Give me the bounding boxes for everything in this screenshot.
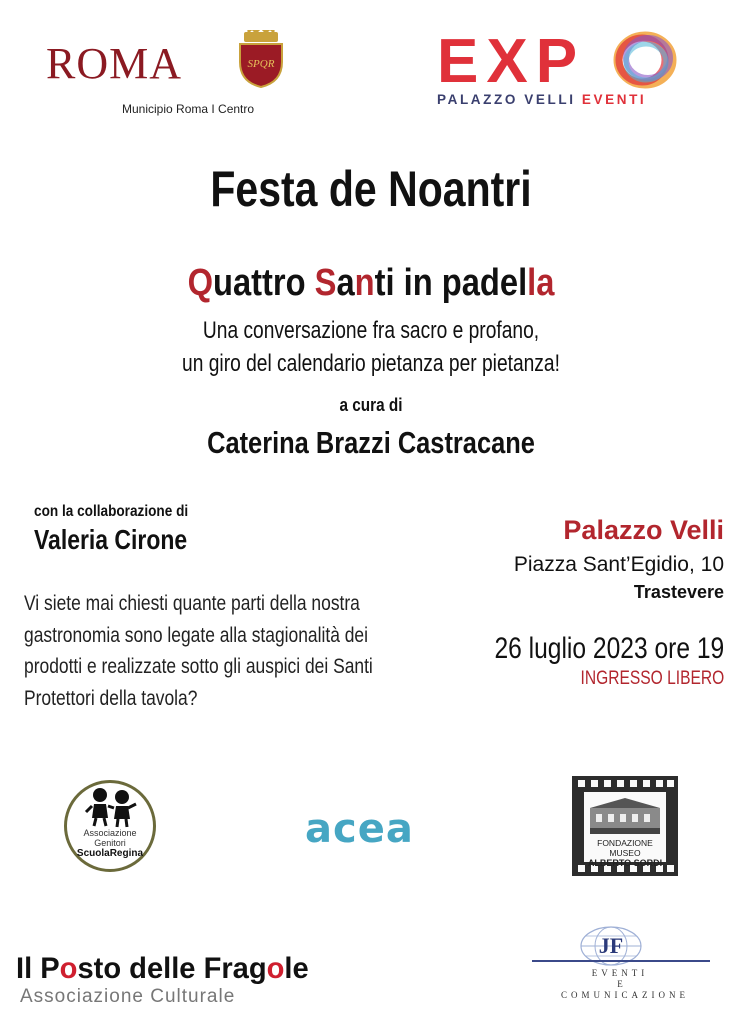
subtitle-part: Q <box>187 262 214 304</box>
venue-name: Palazzo Velli <box>563 515 724 545</box>
venue-address: Piazza Sant’Egidio, 10 <box>513 553 724 576</box>
subtitle-part: S <box>314 262 337 304</box>
sordi-line-2: ALBERTO SORDI <box>587 858 663 868</box>
free-entry-label: INGRESSO LIBERO <box>580 668 724 689</box>
event-subtitle <box>52 262 690 305</box>
subtitle-part: n <box>354 262 375 304</box>
jf-line-3: COMUNICAZIONE <box>561 990 689 1000</box>
fragole-logo-text <box>16 952 309 986</box>
description-line-2: un giro del calendario pietanza per pietanza! <box>182 350 560 377</box>
roma-shield-icon <box>232 30 290 88</box>
fragole-part: Il P <box>16 952 60 985</box>
museum-building-icon <box>588 796 662 836</box>
fragole-part: o <box>266 952 285 985</box>
scuola-small-text: Associazione Genitori <box>83 828 137 848</box>
svg-text:JF: JF <box>598 933 624 958</box>
event-datetime: 26 luglio 2023 ore 19 <box>494 632 724 665</box>
subtitle-part: la <box>527 262 555 304</box>
venue-district: Trastevere <box>633 582 724 602</box>
collaboration-label: con la collaborazione di <box>34 503 189 520</box>
expo-subtitle <box>437 92 646 107</box>
fragole-part: sto <box>77 952 122 985</box>
scuola-regina-label <box>70 828 150 859</box>
roma-logo-text: ROMA <box>46 39 183 88</box>
children-figures-icon <box>84 786 138 828</box>
sordi-line-1: FONDAZIONE MUSEO <box>597 838 653 858</box>
description-line-1: Una conversazione fra sacro e profano, <box>202 317 540 344</box>
expo-logo-text: EXP <box>437 27 586 96</box>
fragole-part: le <box>284 952 309 985</box>
fragole-subtitle: Associazione Culturale <box>20 986 236 1007</box>
event-title: Festa de Noantri <box>210 161 532 217</box>
intro-question: Vi siete mai chiesti quante parti della nostra gastronomia sono legate alla stagionalità dei prodotti e realizzate sotto gli auspici dei Santi Protettori della tavola? <box>24 592 373 710</box>
subtitle-part: uattro <box>213 262 315 304</box>
jf-line-2: E <box>617 979 623 989</box>
acea-logo: acea <box>305 806 414 852</box>
fragole-part: o <box>59 952 78 985</box>
jf-divider <box>532 960 710 962</box>
expo-sub-accent: EVENTI <box>581 92 647 107</box>
expo-ring-icon <box>612 30 678 90</box>
jf-line-1: EVENTI <box>591 968 649 978</box>
svg-text:SPQR: SPQR <box>247 58 275 70</box>
subtitle-part: a <box>336 262 355 304</box>
curated-by-label: a cura di <box>339 395 403 415</box>
expo-sub-main: PALAZZO VELLI <box>437 92 576 107</box>
collaborator-name: Valeria Cirone <box>34 524 188 555</box>
municipio-label: Municipio Roma I Centro <box>122 102 255 116</box>
sordi-label <box>584 838 666 868</box>
fragole-part: delle Frag <box>121 952 267 985</box>
scuola-name-text: ScuolaRegina <box>76 848 144 859</box>
curator-name: Caterina Brazzi Castracane <box>207 425 535 460</box>
subtitle-part: ti in padel <box>374 262 528 304</box>
